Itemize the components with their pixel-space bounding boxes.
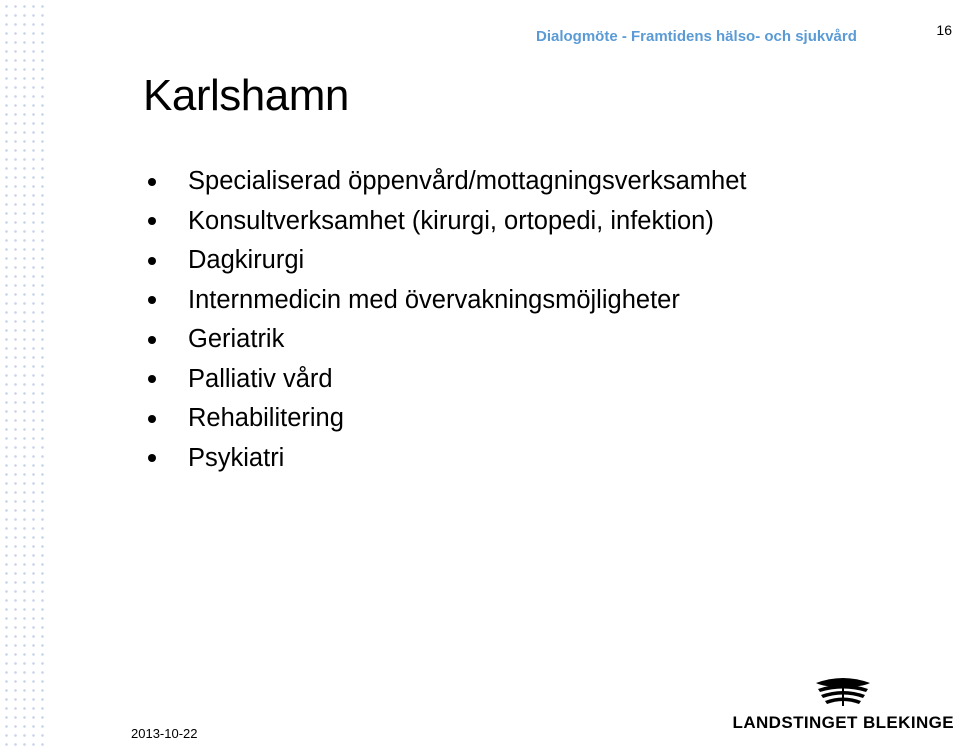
bullet-dot-icon bbox=[148, 178, 156, 186]
bullet-item bbox=[148, 320, 747, 360]
bullet-text: Internmedicin med övervakningsmöjligheter bbox=[188, 285, 680, 314]
bullet-item bbox=[148, 439, 747, 479]
slide-number: 16 bbox=[936, 22, 952, 38]
bullet-dot-icon bbox=[148, 296, 156, 304]
bullet-dot-icon bbox=[148, 217, 156, 225]
bullet-item bbox=[148, 281, 747, 321]
bullet-item bbox=[148, 360, 747, 400]
bullet-dot-icon bbox=[148, 336, 156, 344]
bullet-item bbox=[148, 241, 747, 281]
bullet-dot-icon bbox=[148, 257, 156, 265]
bullet-item bbox=[148, 399, 747, 439]
bullet-text: Specialiserad öppenvård/mottagningsverksamhet bbox=[188, 167, 747, 196]
bullet-item bbox=[148, 162, 747, 202]
logo-text: LANDSTINGET BLEKINGE bbox=[732, 713, 954, 732]
landstinget-blekinge-logo bbox=[733, 675, 954, 733]
header-title: Dialogmöte - Framtidens hälso- och sjukvård bbox=[536, 28, 857, 45]
bullet-text: Palliativ vård bbox=[188, 364, 333, 393]
bullet-dot-icon bbox=[148, 415, 156, 423]
bullet-text: Konsultverksamhet (kirurgi, ortopedi, infektion) bbox=[188, 206, 714, 235]
bullet-dot-icon bbox=[148, 454, 156, 462]
bullet-text: Geriatrik bbox=[188, 325, 285, 354]
bullet-text: Psykiatri bbox=[188, 443, 285, 472]
ship-emblem-icon bbox=[812, 675, 874, 707]
page-title: Karlshamn bbox=[143, 71, 349, 120]
bullet-dot-icon bbox=[148, 375, 156, 383]
bullet-text: Dagkirurgi bbox=[188, 246, 305, 275]
bullet-text: Rehabilitering bbox=[188, 404, 344, 433]
footer-date: 2013-10-22 bbox=[131, 726, 198, 741]
bullet-list bbox=[148, 162, 747, 478]
dot-pattern-decoration bbox=[0, 0, 48, 747]
bullet-item bbox=[148, 202, 747, 242]
